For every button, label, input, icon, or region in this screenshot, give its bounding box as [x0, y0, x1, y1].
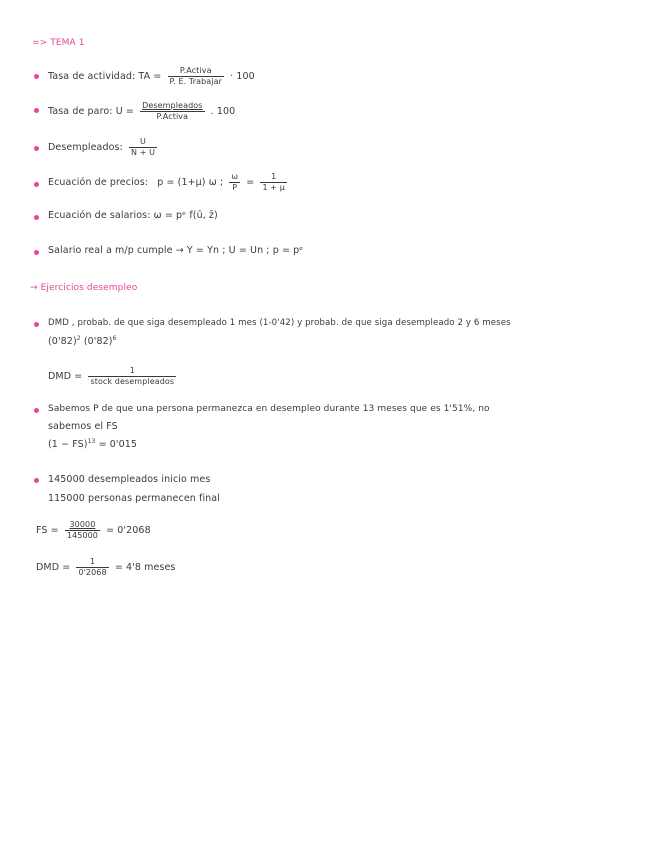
formula-unemployed: Desempleados: $\frac{U}{N + U}$: [48, 137, 156, 157]
dmd-text-line-2: $(0'82)^2$ $(0'82)^6$: [48, 335, 117, 348]
double-arrow-icon: =>: [32, 38, 48, 48]
dmd-formula: DMD = $\frac{1}{\text{stock desempleados}}$: [48, 366, 175, 386]
exercises-heading: → Ejercicios desempleo: [30, 283, 138, 293]
formula-real-wage: Salario real a m/p cumple → Y = Yn ; U = Un ; p = pᵉ: [48, 245, 304, 256]
formula-activity-rate: Tasa de actividad: TA = $\frac{\text{P.Activa}}{\text{P. E. Trabajar}}$ · 100: [48, 66, 255, 86]
bullet-icon: [34, 478, 39, 483]
dmd-result-formula: DMD = $\frac{1}{0'2068}$ = 4'8 meses: [36, 557, 176, 577]
fraction: $\frac{1}{0'2068}$: [78, 557, 107, 577]
data-line-1: 145000 desempleados inicio mes: [48, 474, 211, 485]
fraction: $\frac{\omega}{P}$: [231, 172, 239, 192]
data-line-2: 115000 personas permanecen final: [48, 493, 220, 504]
heading-title: TEMA 1: [50, 38, 85, 48]
fraction: $\frac{\text{P.Activa}}{\text{P. E. Trabajar}}$: [169, 66, 223, 86]
bullet-icon: [34, 182, 39, 187]
bullet-icon: [34, 74, 39, 79]
bullet-icon: [34, 250, 39, 255]
bullet-icon: [34, 322, 39, 327]
bullet-icon: [34, 146, 39, 151]
bullet-icon: [34, 108, 39, 113]
bullet-icon: [34, 215, 39, 220]
bullet-icon: [34, 408, 39, 413]
section-heading: [32, 38, 85, 48]
prob-text-line-1: Sabemos P de que una persona permanezca en desempleo durante 13 meses que es 1'51%, no: [48, 404, 490, 414]
formula-unemployment-rate: Tasa de paro: U = $\frac{\text{Desempleados}}{\text{P.Activa}}$ . 100: [48, 101, 236, 121]
prob-text-line-2: sabemos el FS: [48, 421, 118, 432]
fraction: $\frac{30000}{145000}$: [66, 520, 98, 540]
fraction: $\frac{1}{\text{stock desempleados}}$: [90, 366, 175, 386]
dmd-text-line-1: DMD , probab. de que siga desempleado 1 mes (1-0'42) y probab. de que siga desempleado 2 y 6 meses: [48, 318, 511, 328]
fs-formula: FS = $\frac{30000}{145000}$ = 0'2068: [36, 520, 151, 540]
prob-formula: (1 − FS)$^{13}$ = 0'015: [48, 438, 138, 451]
arrow-icon: →: [30, 283, 38, 293]
fraction: $\frac{U}{N + U}$: [130, 137, 156, 157]
formula-price-equation: Ecuación de precios: p = (1+μ) ω ; $\frac{\omega}{P}$ = $\frac{1}{1 + \mu}$: [48, 172, 285, 192]
fraction: $\frac{1}{1 + \mu}$: [262, 172, 285, 192]
formula-wage-equation: Ecuación de salarios: ω = pᵉ f(ū, z̄): [48, 210, 218, 221]
fraction: $\frac{\text{Desempleados}}{\text{P.Activa}}$: [142, 101, 203, 121]
